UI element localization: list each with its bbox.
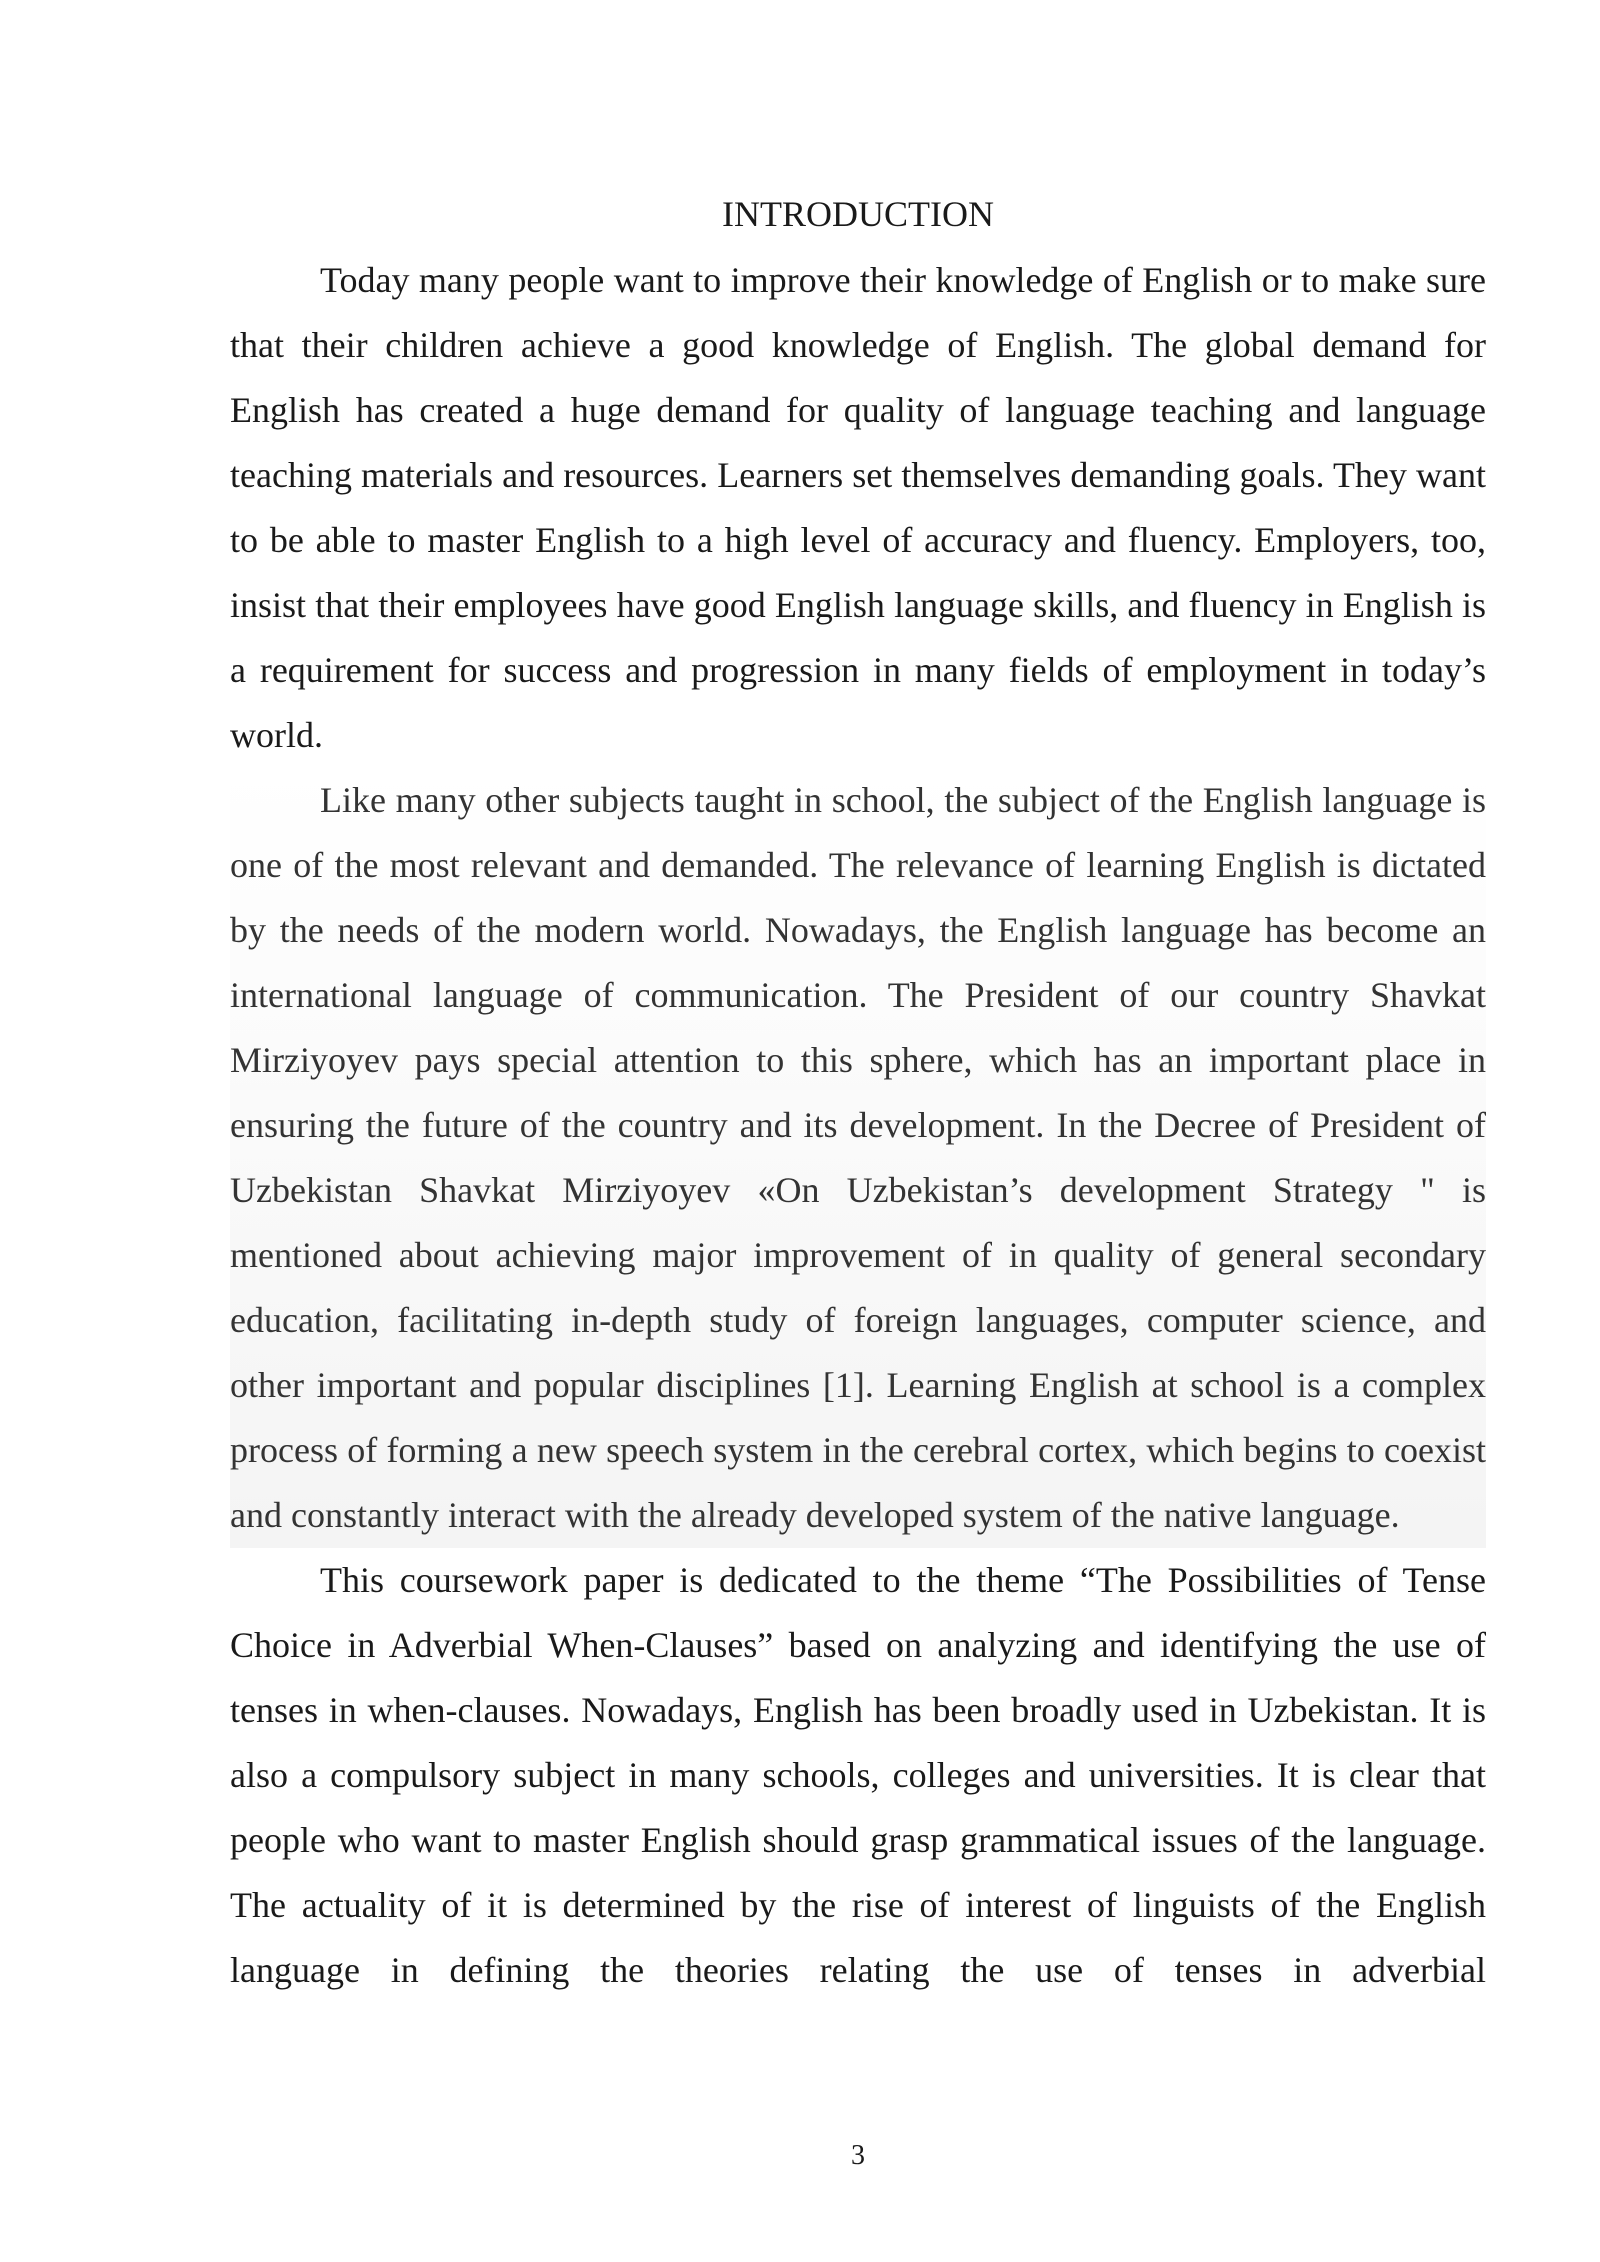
page-heading: INTRODUCTION [722, 194, 994, 234]
page-number: 3 [851, 2140, 865, 2171]
paragraph-3: This coursework paper is dedicated to the theme “The Possibilities of Tense Choice in Adverbial When-Clauses” based on analyzing and identifying the use of tenses in when-clauses. Nowadays, English has been broadly used in Uzbekistan. It is also a compulsory subject in many schools, colleges and universities. It is clear that people who want to master English should grasp grammatical issues of the language. The actuality of it is determined by the rise of interest of linguists of the English language in defining the theories relating the use of tenses in adverbial [230, 1560, 1486, 1990]
paragraph-1: Today many people want to improve their knowledge of English or to make sure that their children achieve a good knowledge of English. The global demand for English has created a huge demand for quality of language teaching and language teaching materials and resources. Learners set themselves demanding goals. They want to be able to master English to a high level of accuracy and fluency. Employers, too, insist that their employees have good English language skills, and fluency in English is a requirement for success and progression in many fields of employment in today’s world. [230, 260, 1486, 755]
body-text [230, 248, 1486, 2003]
paragraph-2: Like many other subjects taught in school, the subject of the English language is one of the most relevant and demanded. The relevance of learning English is dictated by the needs of the modern world. Nowadays, the English language has become an international language of communication. The President of our country Shavkat Mirziyoyev pays special attention to this sphere, which has an important place in ensuring the future of the country and its development. In the Decree of President of Uzbekistan Shavkat Mirziyoyev «On Uzbekistan’s development Strategy " is mentioned about achieving major improvement of in quality of general secondary education, facilitating in-depth study of foreign languages, computer science, and other important and popular disciplines [1]. Learning English at school is a complex process of forming a new speech system in the cerebral cortex, which begins to coexist and constantly interact with the already developed system of the native language. [230, 768, 1486, 1548]
